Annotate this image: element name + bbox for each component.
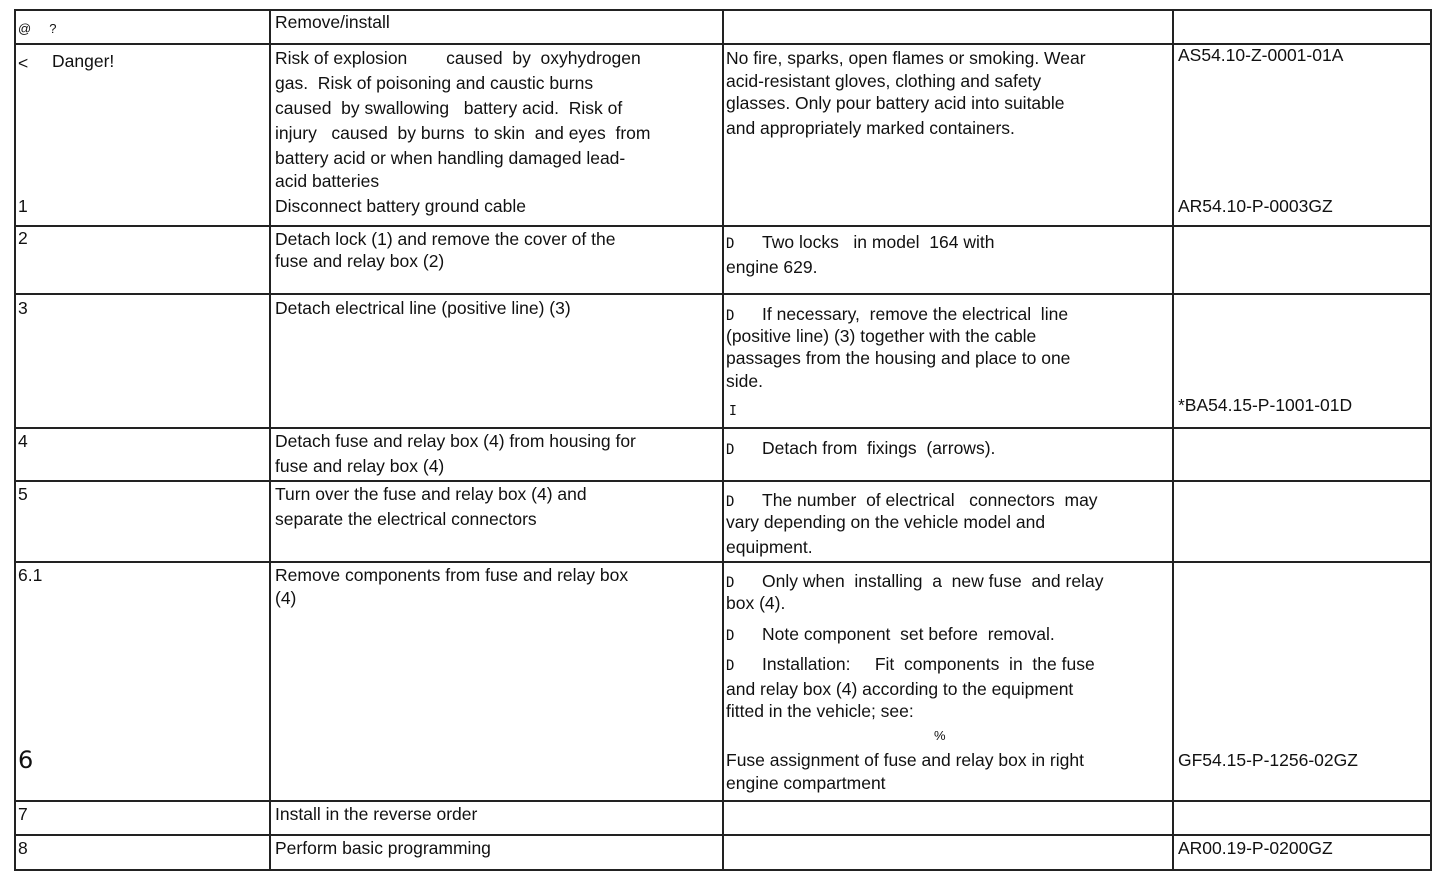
note-line: The number of electrical connectors may bbox=[762, 490, 1098, 510]
step-8-number: 8 bbox=[18, 838, 28, 858]
step-6-action-line: Remove components from fuse and relay box bbox=[275, 565, 629, 585]
bullet-icon: D bbox=[726, 308, 735, 324]
risk-line: battery acid or when handling damaged lead- bbox=[275, 148, 626, 168]
step-3-number: 3 bbox=[18, 298, 28, 318]
step-6-see-link-line[interactable]: Fuse assignment of fuse and relay box in right bbox=[726, 750, 1084, 770]
step-5-action-line: separate the electrical connectors bbox=[275, 509, 537, 529]
step-5-number: 5 bbox=[18, 484, 28, 504]
step-3-note-line: side. bbox=[726, 371, 763, 391]
step-6-ref-link[interactable]: GF54.15-P-1256-02GZ bbox=[1178, 750, 1358, 770]
step-1-ref-link[interactable]: AR54.10-P-0003GZ bbox=[1178, 196, 1333, 216]
risk-line: gas. Risk of poisoning and caustic burns bbox=[275, 73, 594, 93]
step-6-note-1-line: box (4). bbox=[726, 593, 786, 613]
note-line: Two locks in model 164 with bbox=[762, 232, 995, 252]
step-4-number: 4 bbox=[18, 431, 28, 451]
risk-line: injury caused by burns to skin and eyes from bbox=[275, 123, 651, 143]
see-also-icon: % bbox=[934, 728, 946, 743]
step-3-ref-link[interactable]: *BA54.15-P-1001-01D bbox=[1178, 395, 1353, 415]
bullet-icon: D bbox=[726, 236, 735, 252]
header-title: Remove/install bbox=[275, 12, 390, 32]
step-5-action-line: Turn over the fuse and relay box (4) and bbox=[275, 484, 587, 504]
step-2-number: 2 bbox=[18, 228, 28, 248]
step-8-ref-link[interactable]: AR00.19-P-0200GZ bbox=[1178, 838, 1333, 858]
bullet-icon: D bbox=[726, 658, 735, 674]
col-border bbox=[722, 9, 724, 871]
note-line: Detach from fixings (arrows). bbox=[762, 438, 996, 458]
step-6-note-2 bbox=[726, 622, 1055, 648]
step-3-note-line: (positive line) (3) together with the cable bbox=[726, 326, 1037, 346]
step-1-action: Disconnect battery ground cable bbox=[275, 196, 526, 216]
step-1-number: 1 bbox=[18, 196, 28, 216]
step-5-note-line: vary depending on the vehicle model and bbox=[726, 512, 1046, 532]
bullet-icon: D bbox=[726, 442, 735, 458]
danger-label: Danger! bbox=[52, 51, 115, 71]
risk-line: acid batteries bbox=[275, 171, 380, 191]
step-3-note-line: passages from the housing and place to one bbox=[726, 348, 1071, 368]
info-icon: I bbox=[729, 404, 737, 419]
measure-line: No fire, sparks, open flames or smoking. Wear bbox=[726, 48, 1086, 68]
col-border bbox=[269, 9, 271, 871]
step-6-handwritten-number: 6 bbox=[18, 746, 34, 774]
step-4-action-line: Detach fuse and relay box (4) from housing for bbox=[275, 431, 636, 451]
header-icons: @ ? bbox=[18, 21, 57, 36]
col-border bbox=[1430, 9, 1432, 871]
step-3-action: Detach electrical line (positive line) (3) bbox=[275, 298, 571, 318]
step-6-note-3 bbox=[726, 652, 1095, 678]
bullet-icon: D bbox=[726, 494, 735, 510]
step-2-action-line: fuse and relay box (2) bbox=[275, 251, 445, 271]
danger-ref-link[interactable]: AS54.10-Z-0001-01A bbox=[1178, 45, 1344, 65]
measure-line: glasses. Only pour battery acid into suitable bbox=[726, 93, 1065, 113]
col-border bbox=[1172, 9, 1174, 871]
step-6-note-3-line: fitted in the vehicle; see: bbox=[726, 701, 914, 721]
danger-marker: < bbox=[18, 53, 29, 73]
step-2-note-line: engine 629. bbox=[726, 257, 818, 277]
note-line: Only when installing a new fuse and relay bbox=[762, 571, 1104, 591]
note-line: Installation: Fit components in the fuse bbox=[762, 654, 1095, 674]
col-border bbox=[14, 9, 16, 871]
step-8-action: Perform basic programming bbox=[275, 838, 491, 858]
step-5-note-line: equipment. bbox=[726, 537, 813, 557]
step-4-action-line: fuse and relay box (4) bbox=[275, 456, 445, 476]
step-7-action: Install in the reverse order bbox=[275, 804, 478, 824]
step-4-note bbox=[726, 436, 995, 462]
bullet-icon: D bbox=[726, 575, 735, 591]
step-6-number: 6.1 bbox=[18, 565, 43, 585]
risk-line: Risk of explosion caused by oxyhydrogen bbox=[275, 48, 641, 68]
measure-line: and appropriately marked containers. bbox=[726, 118, 1015, 138]
step-6-see-link-line[interactable]: engine compartment bbox=[726, 773, 886, 793]
step-2-note bbox=[726, 230, 994, 256]
step-6-action-line: (4) bbox=[275, 588, 297, 608]
risk-line: caused by swallowing battery acid. Risk of bbox=[275, 98, 623, 118]
step-6-note-3-line: and relay box (4) according to the equipment bbox=[726, 679, 1074, 699]
measure-line: acid-resistant gloves, clothing and safety bbox=[726, 71, 1042, 91]
step-2-action-line: Detach lock (1) and remove the cover of the bbox=[275, 229, 616, 249]
note-line: If necessary, remove the electrical line bbox=[762, 304, 1069, 324]
note-line: Note component set before removal. bbox=[762, 624, 1055, 644]
step-7-number: 7 bbox=[18, 804, 28, 824]
bullet-icon: D bbox=[726, 628, 735, 644]
